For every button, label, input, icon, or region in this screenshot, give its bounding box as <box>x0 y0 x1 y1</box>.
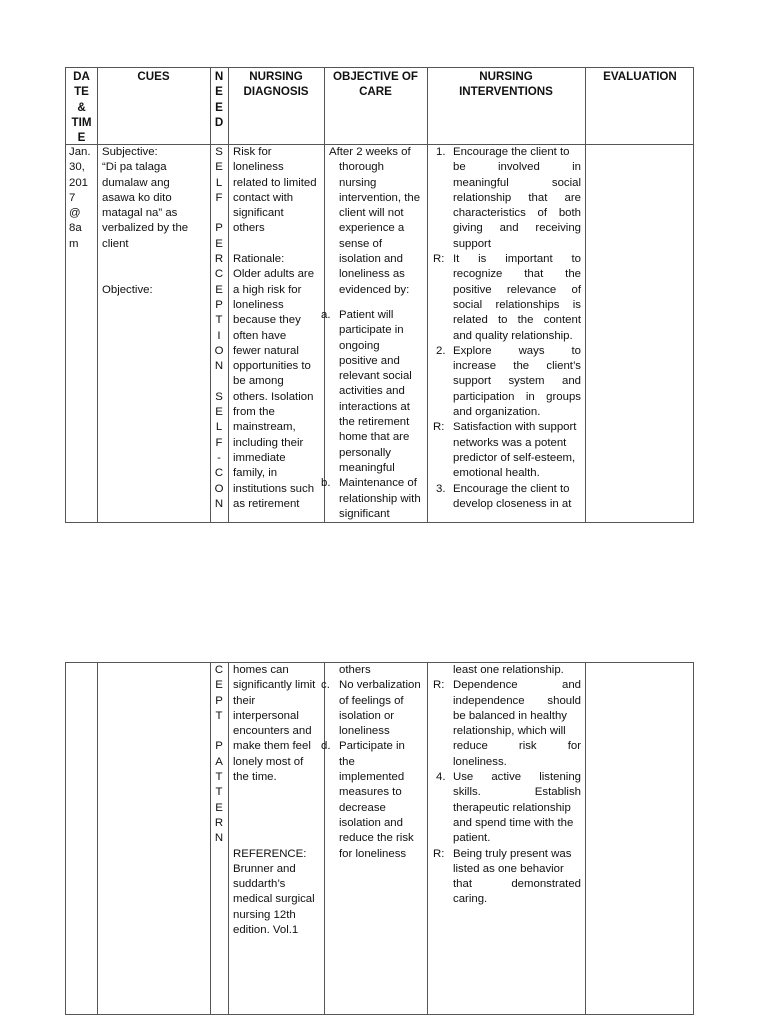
column-divider <box>585 663 586 1014</box>
rationale-3: R: Dependence and independence should be balanced in healthy relationship, which will reduce risk for loneliness. <box>433 679 581 768</box>
column-divider <box>228 663 229 1014</box>
need-cell: S E L F P E R C E P T I O N S E L F - C O N <box>214 146 224 510</box>
header-nursing-interventions: NURSING INTERVENTIONS <box>459 70 553 99</box>
objective-of-care-cell: After 2 weeks of thorough nursing intervention, the client will not experience a sense of isolation and loneliness as evidenced by: a. Patient will participate in ongoing positive and relevant social activities and interactions at the retirement home that are personally meaningful b. Maintenance of relationship with significant <box>329 145 427 522</box>
objective-item-a: a. Patient will participate in ongoing positive and relevant social activities and interactions at the retirement home that are personally meaningful <box>321 308 412 474</box>
rationale-1: R: It is important to recognize that the positive relevance of social relationships is related to the content and quality relationship. <box>433 253 581 342</box>
column-divider <box>97 68 98 522</box>
objective-item-c: c. No verbalization of feelings of isolation or loneliness <box>321 679 421 738</box>
objective-item-d: d. Participate in the implemented measures to decrease isolation and reduce the risk for loneliness <box>321 740 414 860</box>
column-divider <box>228 68 229 522</box>
intervention-4: 4. Use active listening skills. Establish therapeutic relationship and spend time with the patient. <box>436 771 581 845</box>
header-nursing-diagnosis: NURSING DIAGNOSIS <box>243 70 309 99</box>
nursing-interventions-cell-continued: least one relationship. R: Dependence and independence should be balanced in healthy relationship, which will reduce risk for loneliness. 4. Use active listening skills. Establish therapeutic relationship and spend time with the patient. R: Being truly present was listed as one behavior that demonstrated caring. <box>433 663 581 908</box>
need-cell-continued: C E P T P A T T E R N <box>214 664 224 845</box>
header-cues: CUES <box>137 70 170 83</box>
header-date-time: DA TE & TIM E <box>71 70 92 145</box>
column-divider <box>324 68 325 522</box>
rationale-4: R: Being truly present was listed as one behavior that demonstrated caring. <box>433 847 581 906</box>
column-divider <box>585 68 586 522</box>
header-need: N E E D <box>214 70 224 129</box>
objective-item-b: b. Maintenance of relationship with significant <box>321 477 421 520</box>
care-plan-table-page-2 <box>65 662 694 1015</box>
nursing-diagnosis-cell-continued: homes can significantly limit their interpersonal encounters and make them feel lonely most of the time. REFERENCE: Brunner and suddarth’s medical surgical nursing 12th edition. Vol.1 <box>233 664 316 937</box>
nursing-interventions-cell <box>433 145 581 512</box>
header-evaluation: EVALUATION <box>603 70 677 83</box>
care-plan-table-page-1 <box>65 67 694 523</box>
column-divider <box>427 663 428 1014</box>
column-divider <box>427 68 428 522</box>
header-objective-of-care: OBJECTIVE OF CARE <box>332 70 419 99</box>
cues-cell: Subjective: “Di pa talaga dumalaw ang asawa ko dito matagal na” as verbalized by the client Objective: <box>102 146 189 296</box>
intervention-1: 1. Encourage the client to be involved in meaningful social relationship that are characteristics of both giving and receiving support <box>436 146 581 250</box>
nursing-diagnosis-cell: Risk for loneliness related to limited contact with significant others Rationale: Older adults are a high risk for loneliness because they often have fewer natural opportunities to be among others. Isolation from the mainstream, including their immediate family, in institutions such as retirement <box>233 146 317 510</box>
date-time-cell: Jan. 30, 201 7 @ 8a m <box>69 146 91 250</box>
intervention-3: 3. Encourage the client to develop closeness in at <box>436 482 572 510</box>
column-divider <box>324 663 325 1014</box>
objective-of-care-cell-continued: others c. No verbalization of feelings of isolation or loneliness d. Participate in the implemented measures to decrease isolation and reduce the risk for loneliness <box>329 663 427 862</box>
column-divider <box>97 663 98 1014</box>
intervention-2: 2. Explore ways to increase the client’s support system and participation in groups and organization. <box>436 344 581 419</box>
rationale-2: R: Satisfaction with support networks was a potent predictor of self-esteem, emotional health. <box>433 421 577 480</box>
